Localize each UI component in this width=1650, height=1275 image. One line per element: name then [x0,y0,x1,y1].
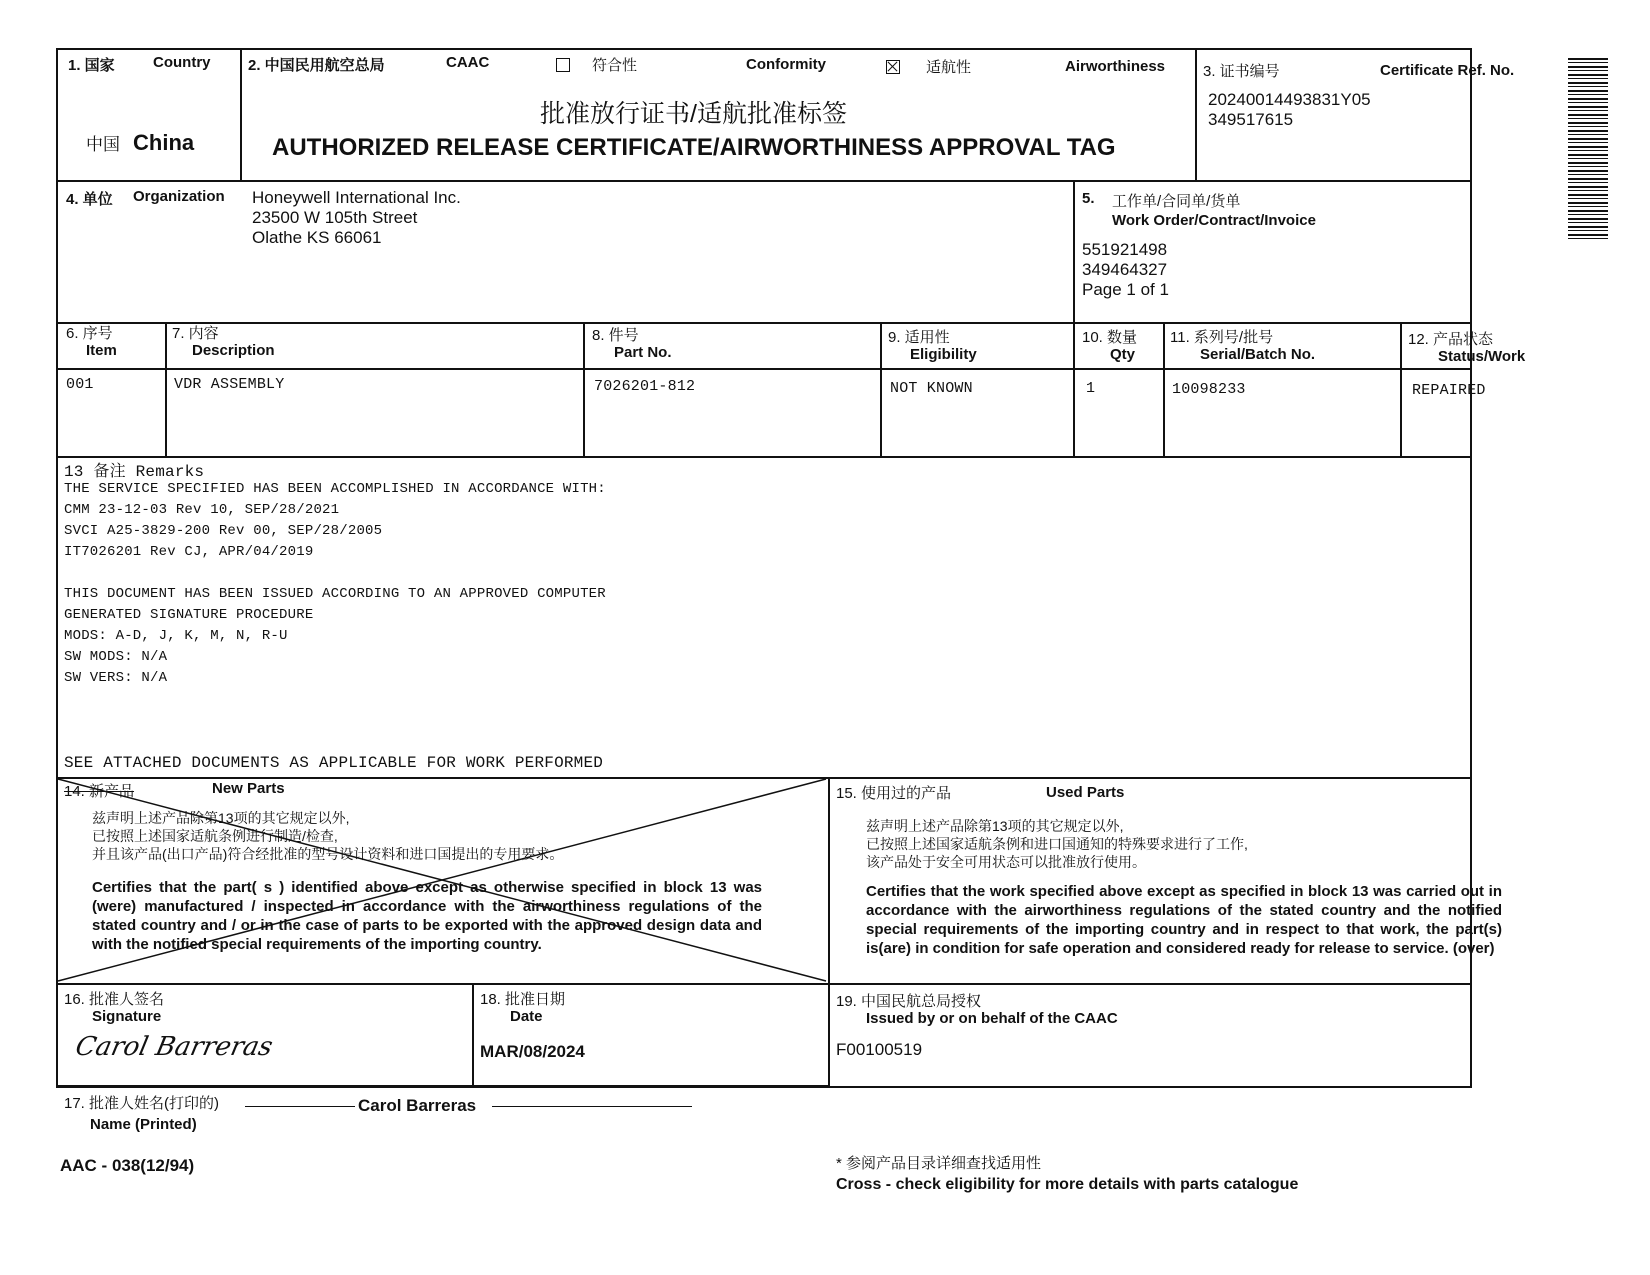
divider [165,322,167,456]
divider [56,180,1472,182]
signature-handwriting: Carol Barreras [72,1032,276,1062]
date-num-label: 18. 批准日期 [480,991,566,1008]
remarks-line: GENERATED SIGNATURE PROCEDURE [64,607,314,623]
form-number: AAC - 038(12/94) [60,1156,195,1175]
remarks-line: MODS: A-D, J, K, M, N, R-U [64,628,288,644]
divider [880,322,882,456]
col-eligibility-num: 9. 适用性 [888,329,950,346]
new-parts-num-label: 14. 新产品 [64,783,135,800]
divider [583,322,585,456]
conformity-label: Conformity [746,56,826,73]
country-label: Country [153,54,211,71]
remarks-line: CMM 23-12-03 Rev 10, SEP/28/2021 [64,502,340,518]
document-title: AUTHORIZED RELEASE CERTIFICATE/AIRWORTHINESS APPROVAL TAG [272,134,1116,161]
row-item: 001 [66,376,94,393]
org-line2: 23500 W 105th Street [252,208,418,227]
divider [56,456,1472,458]
barcode [1568,58,1608,240]
col-part-label: Part No. [614,344,672,361]
work-order-line3: Page 1 of 1 [1082,280,1169,299]
airworthiness-checkbox [886,60,900,74]
issued-value: F00100519 [836,1040,923,1059]
work-order-label-zh: 工作单/合同单/货单 [1112,193,1241,210]
used-parts-text: Certifies that the work specified above except as specified in block 13 was carried out in accordance with the airworthiness regulations of the stated country and the notified special requirements of the importing country and in respect to that work, the part(s) is(are) in condition for safe operation and considered ready for release to service. (over) [866,883,1502,957]
issued-num-label: 19. 中国民航总局授权 [836,993,982,1010]
divider [56,368,1472,370]
org-label: Organization [133,188,225,205]
work-order-line2: 349464327 [1082,260,1168,279]
name-printed-rule [245,1106,355,1107]
title-zh: 批准放行证书/适航批准标签 [540,100,847,128]
new-parts-zh-line: 已按照上述国家适航条例进行制造/检查, [92,828,338,844]
divider [1195,48,1197,180]
used-parts-zh-line: 兹声明上述产品除第13项的其它规定以外, [866,818,1124,834]
row-part-no: 7026201-812 [594,378,696,395]
col-part-num: 8. 件号 [592,327,639,344]
cert-number-line2: 349517615 [1208,110,1294,129]
col-serial-num: 11. 系列号/批号 [1170,329,1274,346]
remarks-line: SW VERS: N/A [64,670,168,686]
conformity-zh: 符合性 [592,57,638,74]
divider [1400,322,1402,456]
org-line3: Olathe KS 66061 [252,228,382,247]
name-printed-label: Name (Printed) [90,1116,197,1133]
new-parts-zh-line: 并且该产品(出口产品)符合经批准的型号设计资料和进口国提出的专用要求。 [92,846,564,862]
col-qty-label: Qty [1110,346,1136,363]
border-top [56,48,1472,50]
country-value-zh: 中国 [86,135,120,154]
airworthiness-label: Airworthiness [1065,58,1166,75]
cert-label: Certificate Ref. No. [1380,62,1515,79]
airworthiness-zh: 适航性 [926,59,972,76]
name-printed-rule [492,1106,692,1107]
col-item-num: 6. 序号 [66,325,113,342]
org-num-label: 4. 单位 [66,191,113,208]
cert-number-line1: 20240014493831Y05 [1208,90,1371,109]
divider [56,1086,57,1088]
issued-label: Issued by or on behalf of the CAAC [866,1010,1118,1027]
used-parts-zh-line: 该产品处于安全可用状态可以批准放行使用。 [866,854,1146,870]
org-line1: Honeywell International Inc. [252,188,461,207]
work-order-line1: 551921498 [1082,240,1168,259]
work-order-num-label: 5. [1082,190,1095,207]
row-serial: 10098233 [1172,381,1246,398]
divider [1073,322,1075,456]
divider [828,777,830,1087]
row-eligibility: NOT KNOWN [890,380,973,397]
remarks-line: SW MODS: N/A [64,649,168,665]
remarks-footer: SEE ATTACHED DOCUMENTS AS APPLICABLE FOR WORK PERFORMED [64,754,604,772]
remarks-label: 13 备注 Remarks [64,463,205,481]
col-serial-label: Serial/Batch No. [1200,346,1316,363]
remarks-line: SVCI A25-3829-200 Rev 00, SEP/28/2005 [64,523,383,539]
used-parts-label: Used Parts [1046,784,1125,801]
name-printed-value: Carol Barreras [358,1096,477,1115]
divider [1163,322,1165,456]
approval-date: MAR/08/2024 [480,1042,585,1061]
divider [240,48,242,180]
remarks-line: THIS DOCUMENT HAS BEEN ISSUED ACCORDING TO AN APPROVED COMPUTER [64,586,606,602]
footer-note-zh: * 参阅产品目录详细查找适用性 [836,1155,1042,1172]
col-status-num: 12. 产品状态 [1408,331,1494,348]
name-printed-num-label: 17. 批准人姓名(打印的) [64,1095,220,1112]
authority-num-label: 2. 中国民用航空总局 [248,57,385,74]
used-parts-num-label: 15. 使用过的产品 [836,785,952,802]
col-eligibility-label: Eligibility [910,346,977,363]
divider [56,1085,828,1087]
authority-label: CAAC [446,54,490,71]
cert-num-label: 3. 证书编号 [1203,63,1280,80]
footer-note: Cross - check eligibility for more details with parts catalogue [836,1176,1299,1193]
signature-num-label: 16. 批准人签名 [64,991,165,1008]
row-status: REPAIRED [1412,382,1486,399]
divider [56,983,1472,985]
remarks-line: THE SERVICE SPECIFIED HAS BEEN ACCOMPLISHED IN ACCORDANCE WITH: [64,481,606,497]
divider [472,983,474,1087]
divider [1073,180,1075,322]
remarks-line: IT7026201 Rev CJ, APR/04/2019 [64,544,314,560]
divider [56,322,1472,324]
new-parts-zh-line: 兹声明上述产品除第13项的其它规定以外, [92,810,350,826]
row-qty: 1 [1086,380,1096,397]
col-qty-num: 10. 数量 [1082,329,1138,346]
country-num-label: 1. 国家 [68,57,115,74]
col-description-label: Description [192,342,275,359]
country-value: China [133,130,195,155]
row-description: VDR ASSEMBLY [174,376,285,393]
signature-label: Signature [92,1008,162,1025]
work-order-label: Work Order/Contract/Invoice [1112,212,1316,229]
new-parts-text: Certifies that the part( s ) identified above except as otherwise specified in block 13 was (were) manufactured / inspected in accordance with the airworthiness regulations of the stated country and / or in the case of parts to be exported with the approved design data and with the notified special requirements of the importing country. [92,879,762,953]
new-parts-label: New Parts [212,780,285,797]
conformity-checkbox [556,58,570,72]
date-label: Date [510,1008,543,1025]
col-status-label: Status/Work [1438,348,1526,365]
new-parts-cross-out [56,777,828,983]
col-item-label: Item [86,342,117,359]
used-parts-zh-line: 已按照上述国家适航条例和进口国通知的特殊要求进行了工作, [866,836,1248,852]
col-description-num: 7. 内容 [172,325,219,342]
